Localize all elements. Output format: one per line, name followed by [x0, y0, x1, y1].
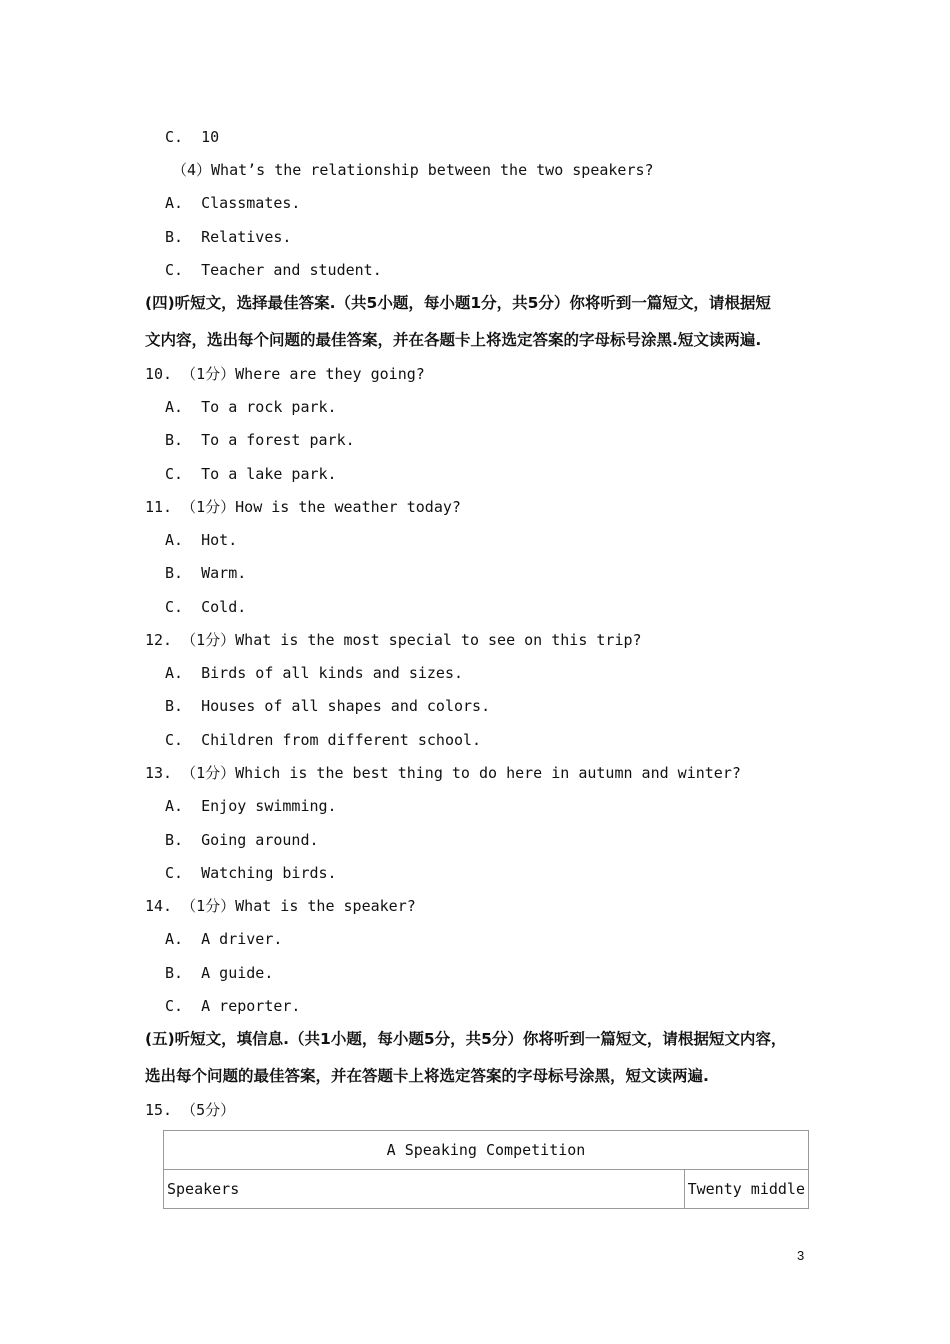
question-14-stem: 14. （1分）What is the speaker? [145, 897, 416, 915]
table-title: A Speaking Competition [164, 1131, 809, 1170]
question-13-option-b: B. Going around. [165, 831, 319, 849]
section-5-heading-line1: (五)听短文，填信息.（共1小题，每小题5分，共5分）你将听到一篇短文，请根据短文内容， [145, 1030, 787, 1048]
table-row-label: Speakers [164, 1170, 685, 1209]
section-4-heading-line1: (四)听短文，选择最佳答案.（共5小题，每小题1分，共5分）你将听到一篇短文，请根据短 [145, 294, 771, 312]
option-c-10: C. 10 [165, 128, 220, 146]
question-12-option-b: B. Houses of all shapes and colors. [165, 697, 491, 715]
question-10-option-c: C. To a lake park. [165, 465, 337, 483]
question-13-option-c: C. Watching birds. [165, 864, 337, 882]
speaking-competition-table [163, 1130, 809, 1209]
question-14-option-a: A. A driver. [165, 930, 283, 948]
question-11-option-a: A. Hot. [165, 531, 238, 549]
question-10-option-b: B. To a forest park. [165, 431, 355, 449]
question-12-stem: 12. （1分）What is the most special to see on this trip? [145, 631, 642, 649]
question-12-option-a: A. Birds of all kinds and sizes. [165, 664, 464, 682]
question-14-option-c: C. A reporter. [165, 997, 301, 1015]
question-10-option-a: A. To a rock park. [165, 398, 337, 416]
option-a-classmates: A. Classmates. [165, 194, 301, 212]
question-13-stem: 13. （1分）Which is the best thing to do here in autumn and winter? [145, 764, 741, 782]
table-row-value: Twenty middle [684, 1170, 808, 1209]
option-b-relatives: B. Relatives. [165, 228, 292, 246]
question-13-option-a: A. Enjoy swimming. [165, 797, 337, 815]
question-12-option-c: C. Children from different school. [165, 731, 482, 749]
question-14-option-b: B. A guide. [165, 964, 274, 982]
question-11-option-b: B. Warm. [165, 564, 247, 582]
section-5-heading-line2: 选出每个问题的最佳答案，并在答题卡上将选定答案的字母标号涂黑，短文读两遍. [145, 1067, 709, 1085]
question-4-stem: （4）What’s the relationship between the two speakers? [172, 161, 654, 179]
page-number: 3 [797, 1248, 805, 1263]
question-11-option-c: C. Cold. [165, 598, 247, 616]
option-c-teacher: C. Teacher and student. [165, 261, 382, 279]
section-4-heading-line2: 文内容，选出每个问题的最佳答案，并在各题卡上将选定答案的字母标号涂黑.短文读两遍. [145, 331, 762, 349]
question-10-stem: 10. （1分）Where are they going? [145, 365, 425, 383]
question-15-stem: 15. （5分） [145, 1101, 236, 1119]
question-11-stem: 11. （1分）How is the weather today? [145, 498, 461, 516]
